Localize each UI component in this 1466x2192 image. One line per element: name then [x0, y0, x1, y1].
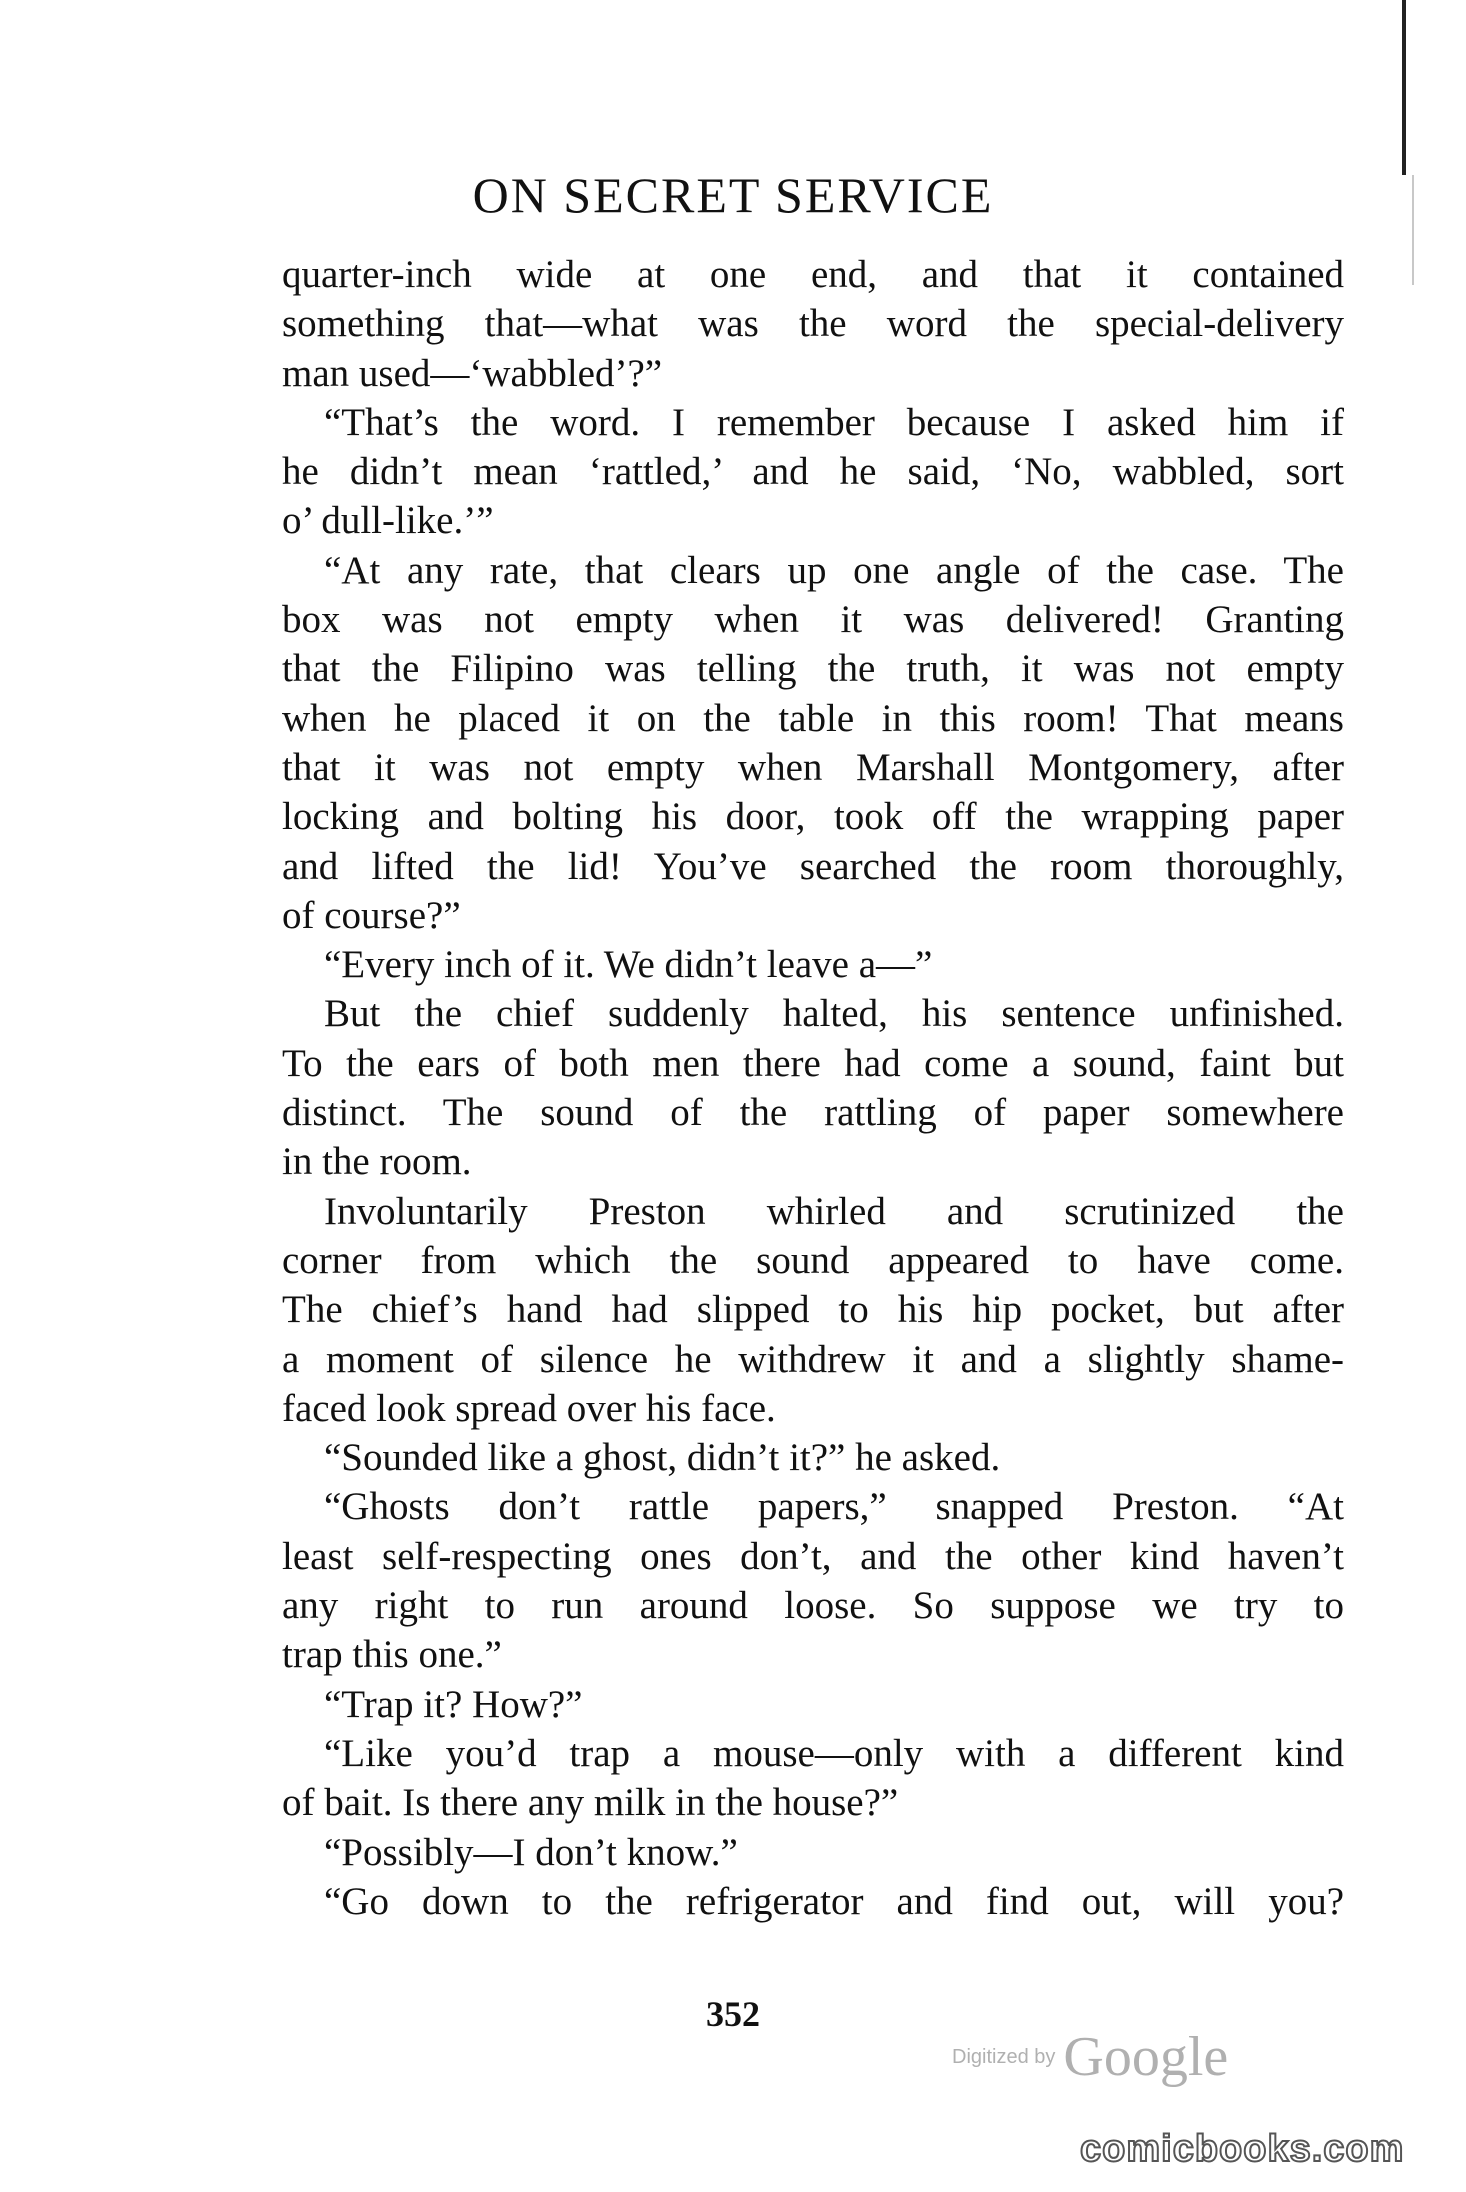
- text-line: least self-respecting ones don’t, and the other kind haven’t: [282, 1534, 1344, 1578]
- text-line: when he placed it on the table in this room! That means: [282, 696, 1344, 740]
- text-line: man used—‘wabbled’?”: [282, 351, 663, 395]
- text-line: trap this one.”: [282, 1633, 502, 1677]
- text-line: and lifted the lid! You’ve searched the room thoroughly,: [282, 844, 1344, 888]
- text-line: locking and bolting his door, took off the wrapping paper: [282, 795, 1344, 839]
- text-line: something that—what was the word the special-delivery: [282, 302, 1344, 346]
- text-line: “Like you’d trap a mouse—only with a different kind: [324, 1731, 1344, 1775]
- text-line: a moment of silence he withdrew it and a slightly shame-: [282, 1337, 1344, 1381]
- text-line: “Trap it? How?”: [324, 1682, 583, 1726]
- page-edge-shadow: [1402, 0, 1406, 175]
- text-line: The chief’s hand had slipped to his hip pocket, but after: [282, 1288, 1344, 1332]
- text-line: o’ dull-like.’”: [282, 499, 494, 543]
- digitized-by-google-mark: [952, 2025, 1228, 2089]
- text-line: To the ears of both men there had come a sound, faint but: [282, 1041, 1344, 1085]
- text-line: any right to run around loose. So suppose we try to: [282, 1584, 1344, 1628]
- text-line: in the room.: [282, 1140, 472, 1184]
- text-line: that the Filipino was telling the truth, it was not empty: [282, 647, 1344, 691]
- text-line: quarter-inch wide at one end, and that it contained: [282, 253, 1344, 296]
- running-head: ON SECRET SERVICE: [472, 167, 994, 223]
- text-line: of course?”: [282, 893, 461, 937]
- text-line: “Possibly—I don’t know.”: [324, 1830, 738, 1874]
- body-text: [282, 250, 1344, 1926]
- text-line: Involuntarily Preston whirled and scrutinized the: [324, 1189, 1344, 1233]
- text-line: “That’s the word. I remember because I asked him if: [324, 400, 1344, 444]
- digitized-prefix: Digitized by: [952, 2045, 1056, 2068]
- text-line: corner from which the sound appeared to have come.: [282, 1238, 1344, 1282]
- text-line: “Go down to the refrigerator and find out, will you?: [324, 1879, 1344, 1923]
- text-line: “Sounded like a ghost, didn’t it?” he asked.: [324, 1436, 1001, 1480]
- text-line: of bait. Is there any milk in the house?”: [282, 1781, 899, 1825]
- text-line: he didn’t mean ‘rattled,’ and he said, ‘No, wabbled, sort: [282, 450, 1344, 494]
- text-line: faced look spread over his face.: [282, 1386, 776, 1430]
- text-line: that it was not empty when Marshall Montgomery, after: [282, 745, 1344, 789]
- text-line: But the chief suddenly halted, his sentence unfinished.: [324, 992, 1344, 1036]
- text-line: “At any rate, that clears up one angle of the case. The: [324, 548, 1344, 592]
- text-line: “Ghosts don’t rattle papers,” snapped Preston. “At: [324, 1485, 1344, 1529]
- text-line: box was not empty when it was delivered! Granting: [282, 598, 1344, 642]
- google-wordmark: Google: [1063, 2026, 1229, 2088]
- page-number: 352: [706, 1994, 760, 2034]
- text-line: distinct. The sound of the rattling of paper somewhere: [282, 1091, 1344, 1135]
- text-line: “Every inch of it. We didn’t leave a—”: [324, 943, 933, 987]
- site-watermark: comicbooks.com: [1080, 2128, 1405, 2170]
